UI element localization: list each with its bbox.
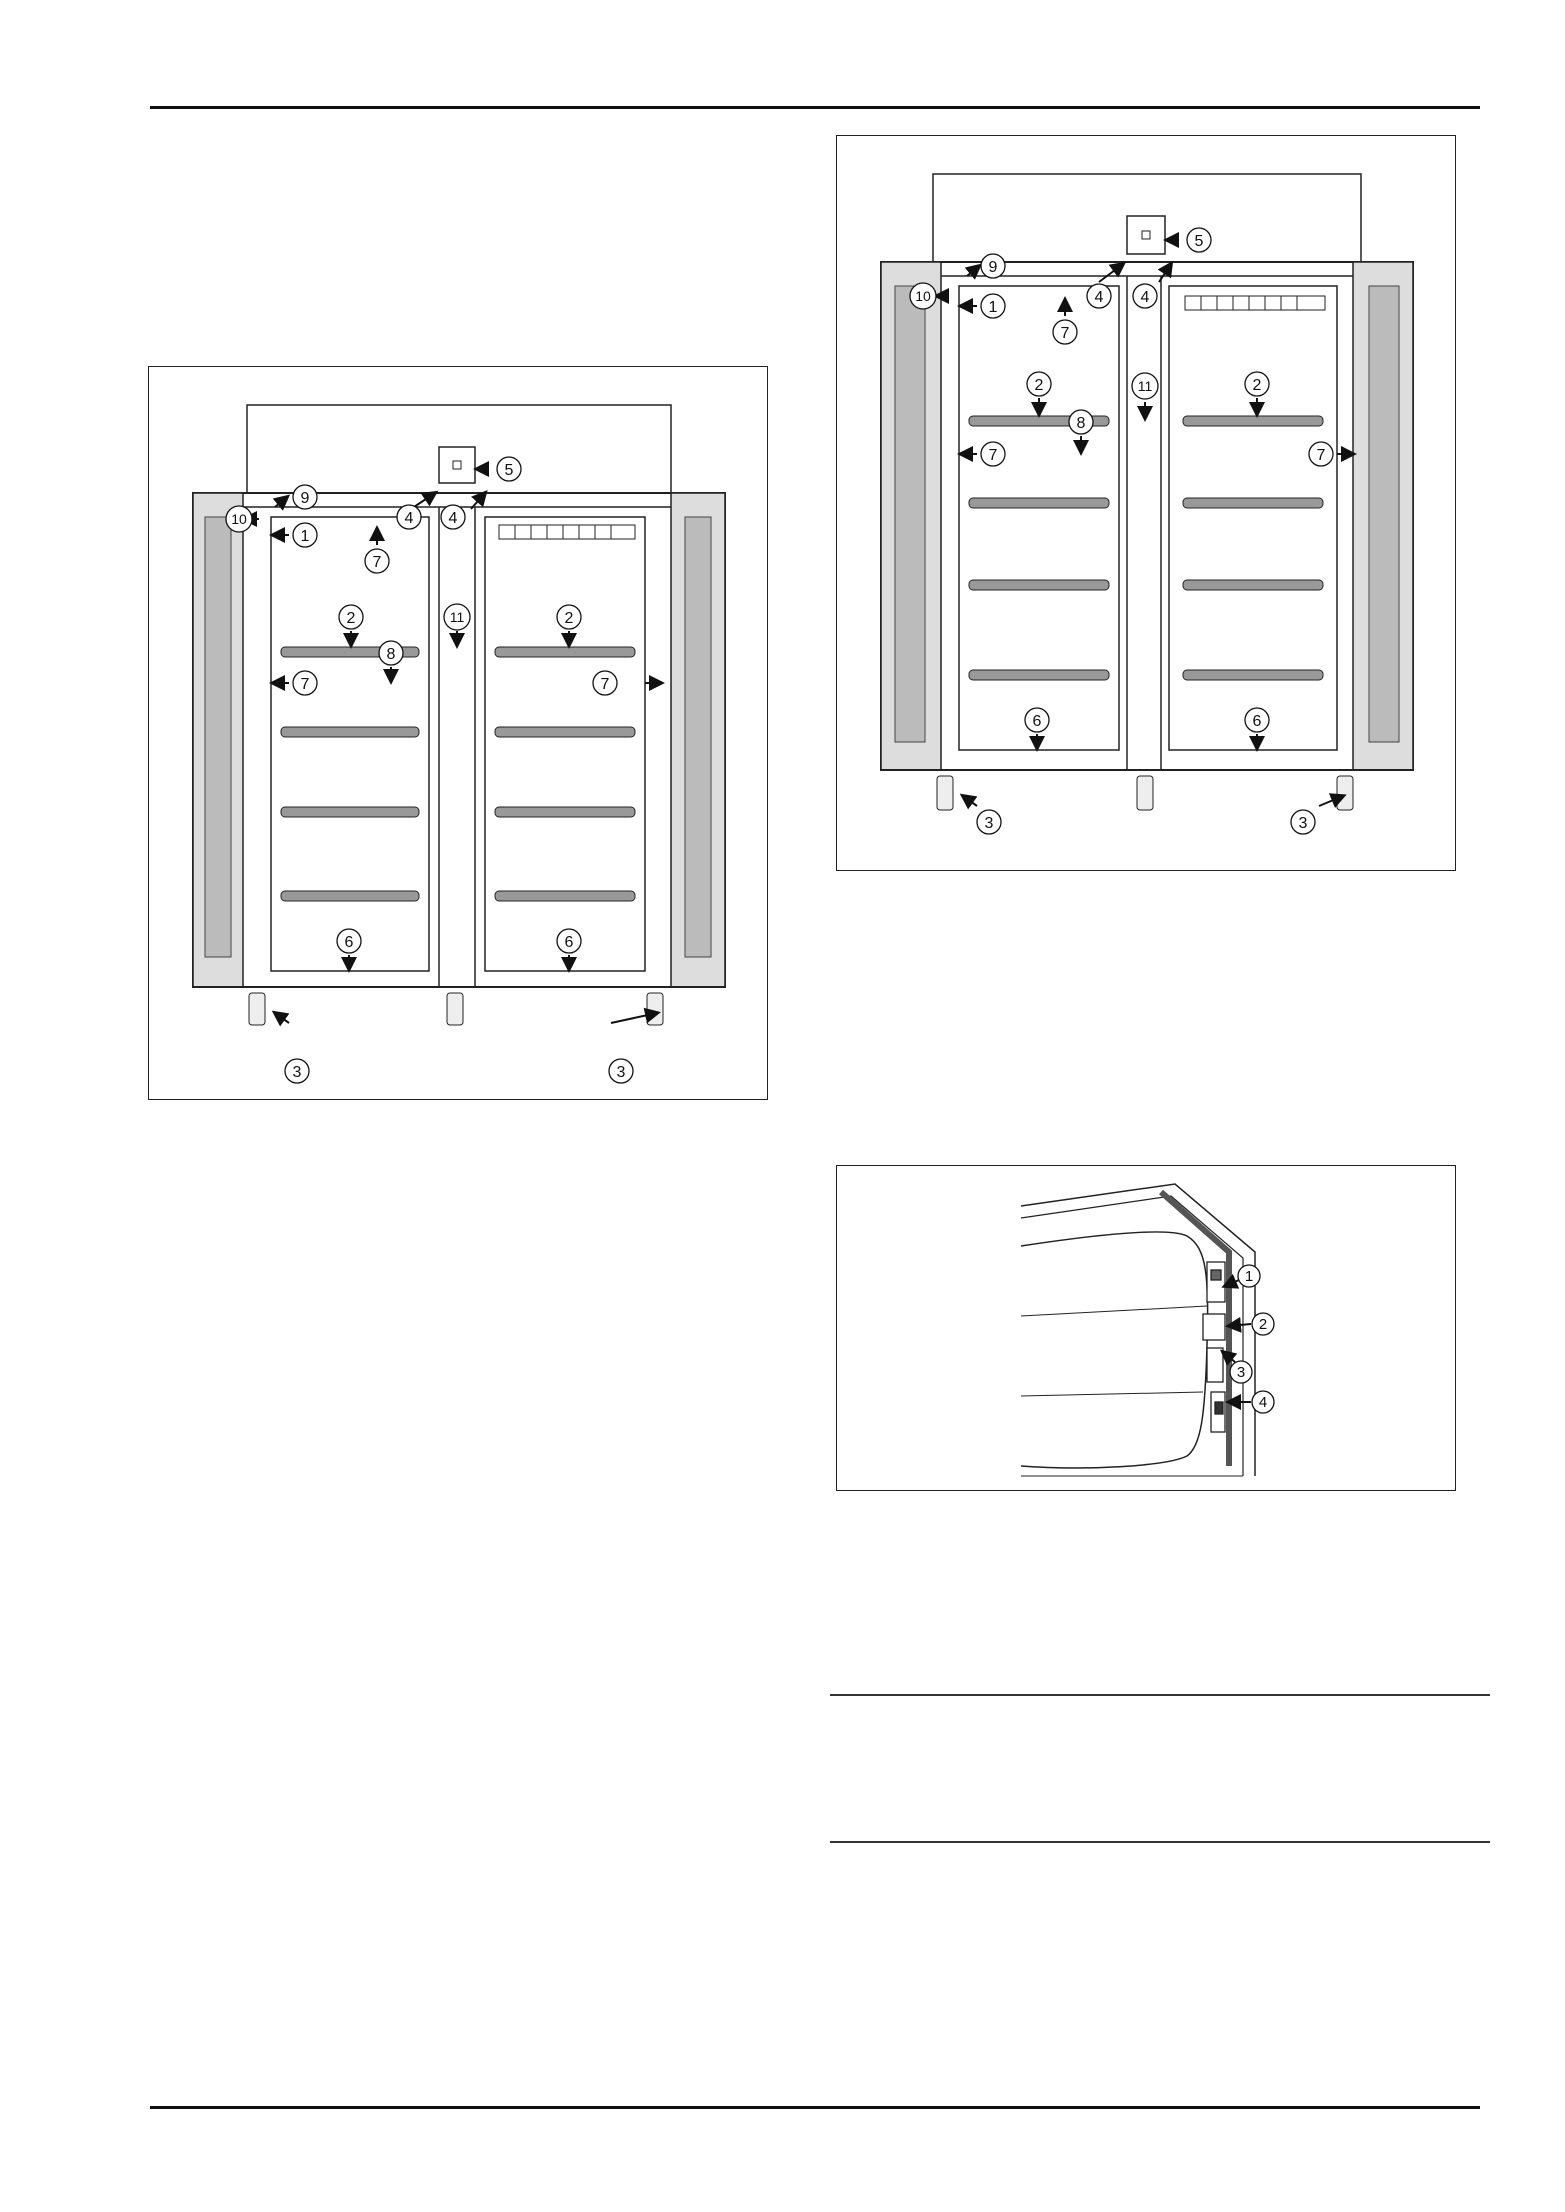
door-panel — [1021, 1232, 1208, 1468]
callout-2: 2 — [1252, 377, 1262, 394]
callout-2: 2 — [1034, 377, 1044, 394]
callout-9: 9 — [300, 490, 310, 507]
vent-grille — [499, 525, 635, 539]
callout-4: 4 — [1258, 1394, 1268, 1411]
callout-3: 3 — [984, 815, 994, 832]
callout-2: 2 — [564, 610, 574, 627]
header-rule — [150, 106, 1480, 109]
caster-icon — [249, 993, 663, 1025]
door-detail-drawing — [837, 1166, 1457, 1492]
callout-3: 3 — [292, 1064, 302, 1081]
section-rule-bottom — [830, 1841, 1490, 1843]
callout-4: 4 — [1094, 289, 1104, 306]
callout-9: 9 — [988, 259, 998, 276]
callout-11: 11 — [449, 609, 465, 625]
callout-7: 7 — [300, 676, 310, 693]
callout-5: 5 — [1194, 233, 1204, 250]
display-icon — [1127, 216, 1165, 254]
callout-6: 6 — [344, 934, 354, 951]
callout-7: 7 — [1060, 325, 1070, 342]
callout-6: 6 — [1032, 713, 1042, 730]
callout-8: 8 — [1076, 415, 1086, 432]
callout-4: 4 — [448, 510, 458, 527]
figure-appliance-front-right — [836, 135, 1456, 871]
callout-11: 11 — [1137, 378, 1153, 394]
callout-7: 7 — [600, 676, 610, 693]
callout-circle-icon — [1230, 1265, 1274, 1413]
callout-8: 8 — [386, 646, 396, 663]
appliance-drawing — [837, 136, 1457, 872]
callout-10: 10 — [915, 288, 931, 304]
appliance-drawing — [149, 367, 769, 1101]
callout-5: 5 — [504, 462, 514, 479]
callout-3: 3 — [616, 1064, 626, 1081]
callout-7: 7 — [1316, 447, 1326, 464]
callout-7: 7 — [988, 447, 998, 464]
display-icon — [439, 447, 475, 483]
callout-2: 2 — [346, 610, 356, 627]
callout-4: 4 — [1140, 289, 1150, 306]
left-compartment — [271, 517, 429, 971]
figure-appliance-front-left — [148, 366, 768, 1100]
callout-3: 3 — [1298, 815, 1308, 832]
vent-grille — [1185, 296, 1325, 310]
callout-6: 6 — [564, 934, 574, 951]
callout-1: 1 — [988, 299, 998, 316]
caster-icon — [937, 776, 1353, 810]
section-rule-top — [830, 1694, 1490, 1696]
callout-1: 1 — [1244, 1268, 1254, 1285]
right-compartment — [485, 517, 645, 971]
callout-1: 1 — [300, 528, 310, 545]
callout-6: 6 — [1252, 713, 1262, 730]
callout-3: 3 — [1236, 1364, 1246, 1381]
footer-rule — [150, 2106, 1480, 2109]
callout-2: 2 — [1258, 1316, 1268, 1333]
callout-4: 4 — [404, 510, 414, 527]
figure-door-detail — [836, 1165, 1456, 1491]
callout-10: 10 — [231, 511, 247, 527]
callout-7: 7 — [372, 554, 382, 571]
